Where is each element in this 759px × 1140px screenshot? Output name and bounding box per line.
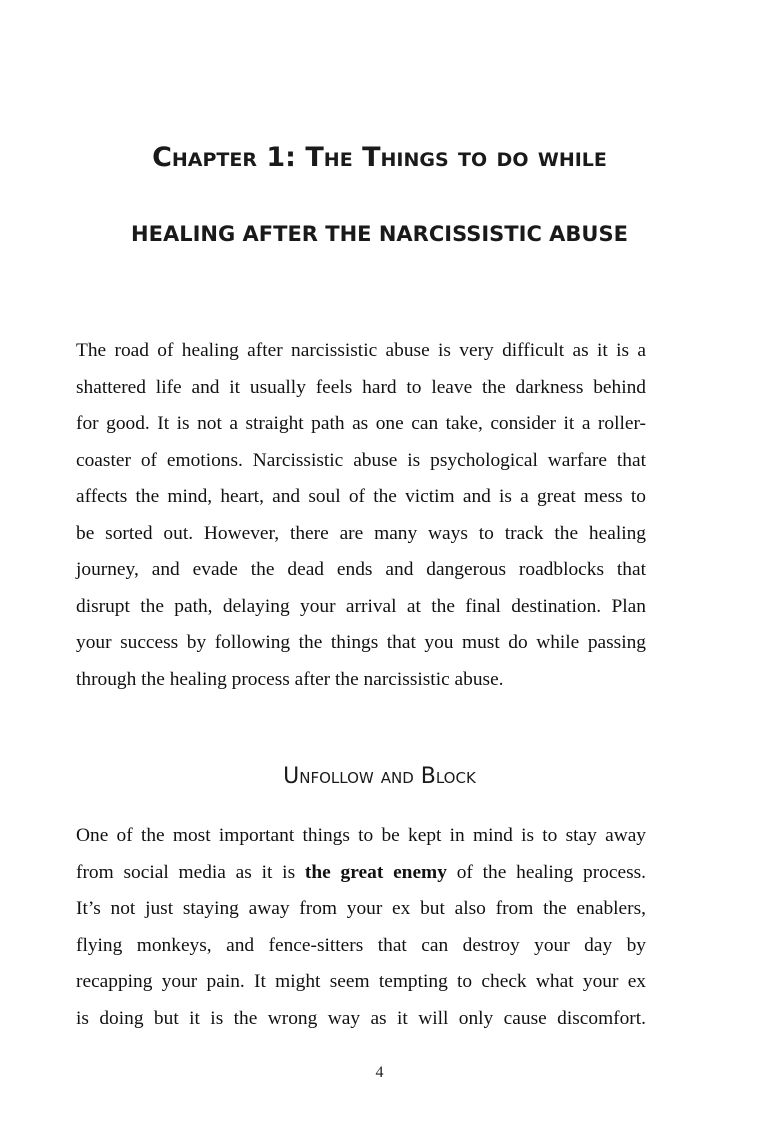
paragraph-line: The road of healing after narcissistic abuse is very difficult as it is a [76, 340, 646, 361]
section-paragraph [76, 818, 646, 1037]
paragraph-line: is doing but it is the wrong way as it will only cause discomfort. [76, 1007, 646, 1029]
paragraph-line: It’s not just staying away from your ex but also from the enablers, [76, 898, 646, 919]
page-number: 4 [375, 1064, 384, 1081]
paragraph-line: journey, and evade the dead ends and dangerous roadblocks that [76, 559, 646, 580]
line-text: of the healing process. [446, 861, 647, 883]
paragraph-line-with-emphasis [76, 855, 646, 892]
paragraph-line: coaster of emotions. Narcissistic abuse is psychological warfare that [76, 449, 646, 471]
paragraph-line: through the healing process after the narcissistic abuse. [76, 668, 504, 690]
section-heading: Unfollow and Block [283, 764, 476, 789]
paragraph-line: be sorted out. However, there are many ways to track the healing [76, 522, 646, 544]
paragraph-line: disrupt the path, delaying your arrival at the final destination. Plan [76, 595, 646, 617]
paragraph-line: recapping your pain. It might seem tempting to check what your ex [76, 971, 646, 992]
line-text: from social media as it is [76, 861, 305, 883]
chapter-title-line-1: Chapter 1: The Things to do while [152, 142, 607, 173]
intro-paragraph [76, 333, 646, 698]
bold-phrase: the great enemy [304, 861, 447, 883]
chapter-title-line-2: HEALING AFTER THE NARCISSISTIC ABUSE [131, 222, 628, 246]
paragraph-line: your success by following the things that you must do while passing [76, 632, 646, 653]
paragraph-line: flying monkeys, and fence-sitters that can destroy your day by [76, 934, 646, 956]
paragraph-line: affects the mind, heart, and soul of the victim and is a great mess to [76, 486, 646, 507]
paragraph-line: shattered life and it usually feels hard to leave the darkness behind [76, 376, 646, 398]
paragraph-line: One of the most important things to be kept in mind is to stay away [76, 825, 646, 846]
paragraph-line: for good. It is not a straight path as one can take, consider it a roller- [76, 413, 646, 434]
